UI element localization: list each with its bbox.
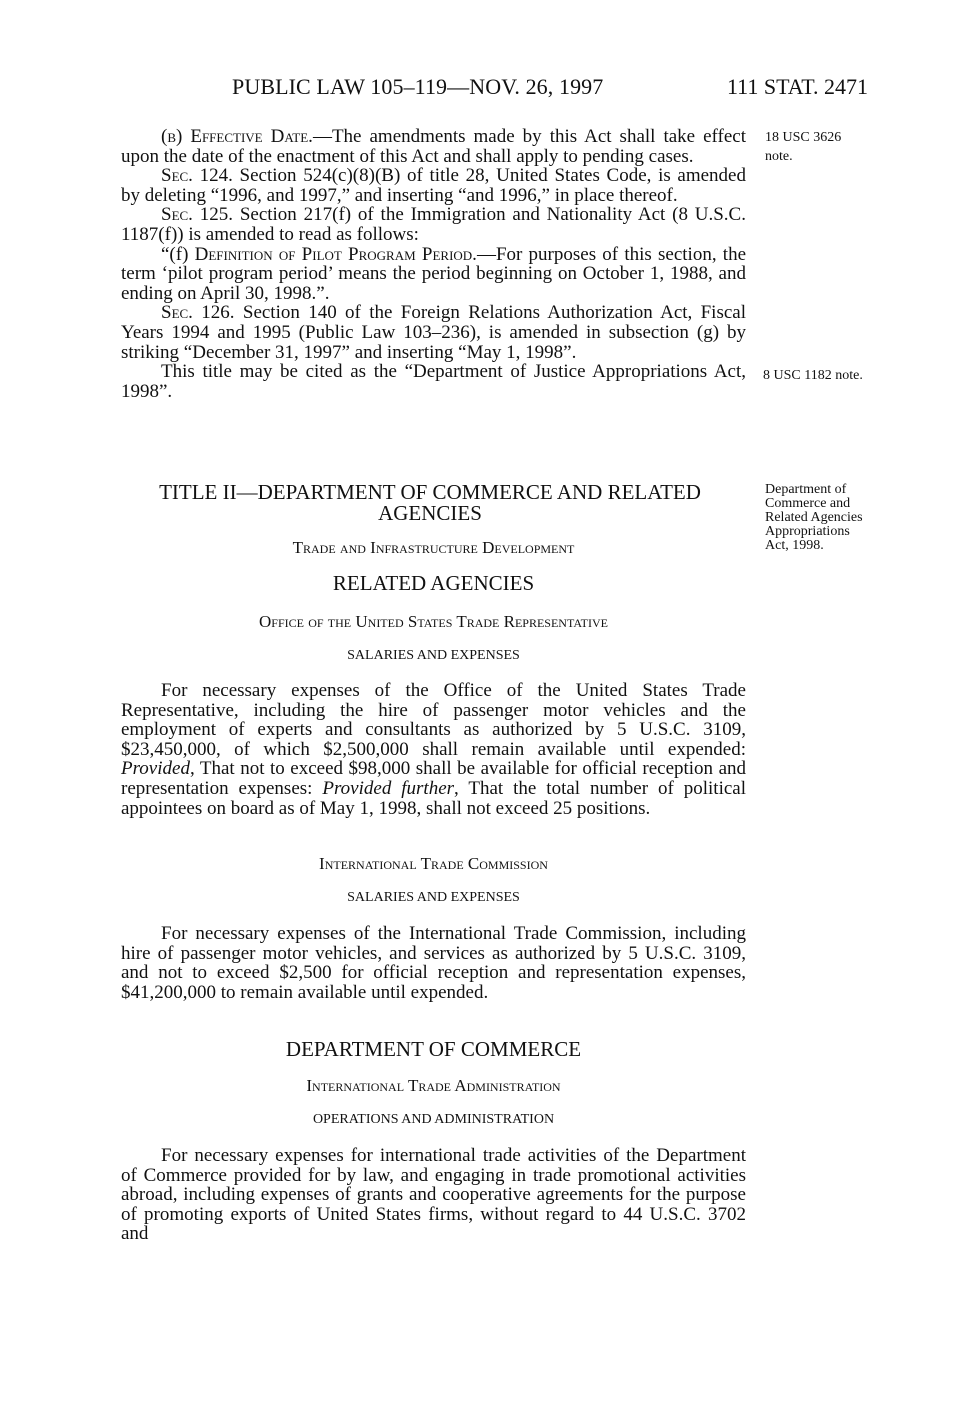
title-ii-line2: AGENCIES (378, 501, 482, 525)
proviso-italic: Provided further (322, 777, 455, 799)
ita-paragraph-block (121, 1146, 746, 1244)
section-text: Section 524(c)(8)(B) of title 28, United States Code, is amended by deleting “1996, and 1997,” and inserting “and 1996,” in place thereof. (121, 165, 746, 206)
subsection-prefix: “(f) (161, 243, 195, 265)
margin-note-line: Act, 1998. (765, 538, 824, 553)
sections-block (121, 127, 746, 401)
margin-note-8usc: 8 USC 1182 note. (763, 368, 863, 383)
para-text: For necessary expenses of the Office of the United States Trade Representative, including the hire of passenger motor vehicles and the employment of experts and consultants as authorized by 5 U.S.C. 3109, $23,450,000, of which $2,500,000 shall remain available until expended: (121, 680, 746, 760)
proviso-italic: Provided (121, 758, 190, 780)
heading-text: SALARIES AND EXPENSES (347, 648, 520, 663)
heading-trade-infrastructure (121, 538, 746, 558)
section-text: Section 217(f) of the Immigration and Nationality Act (8 U.S.C. 1187(f)) is amended to read as follows: (121, 204, 746, 245)
heading-related-agencies (121, 573, 746, 594)
section-126 (121, 303, 746, 362)
margin-note-line: Commerce and (765, 496, 851, 511)
section-label: Sec. 125. (161, 204, 233, 226)
section-124 (121, 166, 746, 205)
section-125 (121, 205, 746, 244)
heading-text: OPERATIONS AND ADMINISTRATION (312, 1112, 555, 1127)
heading-ita (121, 1076, 746, 1096)
heading-salaries-1 (121, 648, 746, 664)
heading-text: Trade and Infrastructure Development (292, 538, 575, 557)
section-label: (b) Effective Date. (161, 126, 313, 147)
margin-note-line: Appropriations (765, 524, 850, 539)
section-125-subsection-f (121, 245, 746, 304)
margin-note-line: Department of (765, 482, 847, 497)
ita-paragraph: For necessary expenses for international trade activities of the Department of Commerce provided for by law, and engaging in trade promotional activities abroad, including expenses of grants and cooperative agreements for the purpose of promoting exports of United States firms, without regard to 44 U.S.C. 3702 and (121, 1145, 746, 1245)
title-ii-line1: TITLE II—DEPARTMENT OF COMMERCE AND RELATED (159, 480, 701, 504)
margin-note-line: 18 USC 3626 (765, 130, 842, 145)
section-label: Sec. 124. (161, 165, 233, 187)
margin-note-18usc (765, 131, 895, 164)
section-b-effective-date (121, 127, 746, 166)
heading-itc (121, 854, 746, 874)
heading-text: International Trade Administration (306, 1076, 561, 1095)
heading-ustr (121, 612, 746, 632)
ustr-paragraph-block (121, 681, 746, 818)
section-label: Sec. 126. (161, 302, 235, 324)
page-header-stat: 111 STAT. 2471 (727, 74, 869, 99)
subsection-label: Definition of Pilot Program Period. (194, 243, 477, 265)
para-text: , That the total number of political appointees on board as of May 1, 1998, shall not exceed 25 positions. (121, 777, 747, 819)
section-text: —The amendments made by this Act shall take effect upon the date of the enactment of this Act and shall apply to pending cases. (121, 126, 746, 167)
margin-note-line: note. (765, 149, 793, 164)
margin-note-title-ii (765, 483, 895, 553)
heading-department-of-commerce (121, 1039, 746, 1060)
itc-paragraph: For necessary expenses of the International Trade Commission, including hire of passenger motor vehicles, and services as authorized by 5 U.S.C. 3109, and not to exceed $2,500 for official reception and representation expenses, $41,200,000 to remain available until expended. (121, 923, 746, 1003)
heading-text: SALARIES AND EXPENSES (347, 890, 520, 905)
heading-operations (121, 1112, 746, 1128)
para-text: , That not to exceed $98,000 shall be available for official reception and representation expenses: (121, 758, 746, 799)
heading-text: RELATED AGENCIES (332, 571, 535, 595)
margin-note-line: Related Agencies (765, 510, 863, 525)
ustr-paragraph (121, 681, 746, 818)
heading-text: International Trade Commission (319, 854, 548, 873)
heading-text: DEPARTMENT OF COMMERCE (285, 1037, 582, 1061)
section-text: Section 140 of the Foreign Relations Authorization Act, Fiscal Years 1994 and 1995 (Public Law 103–236), is amended in subsection (g) by striking “December 31, 1997” and inserting “May 1, 1998”. (121, 302, 747, 363)
itc-paragraph-block (121, 924, 746, 1002)
heading-text: Office of the United States Trade Representative (259, 612, 608, 631)
subsection-text: —For purposes of this section, the term ‘pilot program period’ means the period beginning on October 1, 1988, and ending on April 30, 1998.”. (121, 243, 747, 304)
page-header-title: PUBLIC LAW 105–119—NOV. 26, 1997 (232, 74, 604, 99)
title-ii-heading (128, 482, 732, 524)
heading-salaries-2 (121, 890, 746, 906)
title-citation: This title may be cited as the “Department of Justice Appropriations Act, 1998”. (121, 361, 746, 402)
